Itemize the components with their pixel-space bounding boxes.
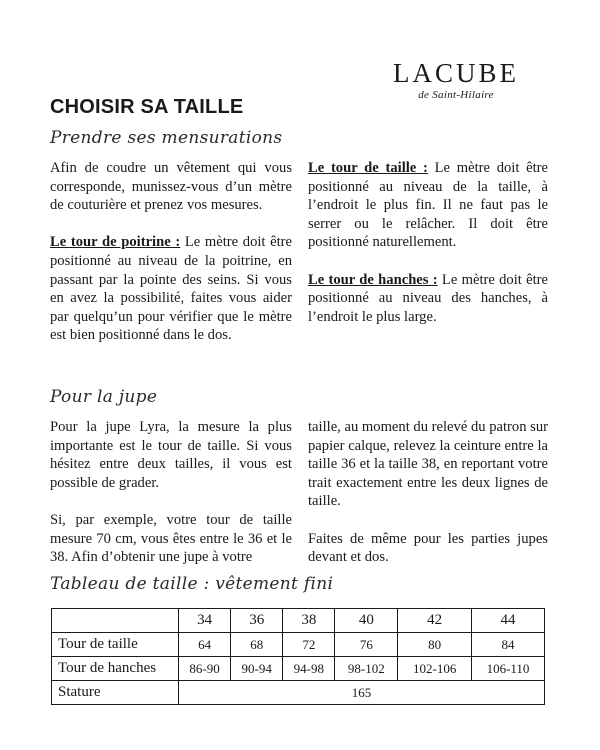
poitrine-label: Le tour de poitrine : [50,234,181,251]
table-cell: 64 [179,633,231,657]
size-header: 42 [398,609,472,633]
size-header: 34 [179,609,231,633]
brand-subtitle: de Saint-Hilaire [418,89,494,101]
size-header: 36 [231,609,283,633]
table-row [52,633,545,657]
table-cell: 68 [231,633,283,657]
jupe-paragraph-1: Pour la jupe Lyra, la mesure la plus importante est le tour de taille. Si vous hésitez entre deux tailles, il vous est possible de grader. [50,419,292,491]
poitrine-text: Le mètre doit être positionné au niveau de la poitrine, en passant par la pointe des seins. Si vous en avez la possibilité, faites vous aider par quelqu’un pour vérifier que le mètre est bien positionné dans le dos. [50,234,293,344]
size-header: 38 [283,609,335,633]
size-table [51,608,545,705]
brand-logo [381,58,531,101]
table-cell: 76 [335,633,398,657]
tableau-heading: Tableau de taille : vêtement fini [50,574,334,594]
table-cell: 90-94 [231,657,283,681]
jupe-paragraph-4: Faites de même pour les parties jupes devant et dos. [308,530,548,566]
table-cell: 106-110 [472,657,545,681]
mesures-heading: Prendre ses mensurations [50,128,283,148]
hanches-label: Le tour de hanches : [308,271,438,288]
size-header: 44 [472,609,545,633]
mesures-left-column [50,159,292,345]
poitrine-paragraph [50,233,292,345]
table-row [52,681,545,705]
table-row [52,657,545,681]
table-cell: 94-98 [283,657,335,681]
jupe-left-column [50,418,292,567]
taille-text: Le mètre doit être positionné au niveau de la taille, à l’endroit le plus fin. Il ne faut pas le serrer ou le relâcher. Il doit être positionné naturellement. [308,160,549,251]
mesures-intro: Afin de coudre un vêtement qui vous corresponde, munissez-vous d’un mètre de couturière et prenez vos mesures. [50,160,292,214]
hanches-text: Le mètre doit être positionné au niveau des hanches, à l’endroit le plus large. [308,271,548,325]
row-label-hanches: Tour de hanches [52,657,179,681]
size-header: 40 [335,609,398,633]
row-label-taille: Tour de taille [52,633,179,657]
mesures-right-column [308,159,548,326]
taille-paragraph [308,159,548,252]
table-cell: 102-106 [398,657,472,681]
jupe-paragraph-2: Si, par exemple, votre tour de taille mesure 70 cm, vous êtes entre le 36 et le 38. Afin d’obtenir une jupe à votre [50,511,292,566]
page-title: CHOISIR SA TAILLE [50,96,244,118]
stature-value: 165 [179,681,545,705]
size-header-row [52,609,545,633]
row-label-stature: Stature [52,681,179,705]
table-cell: 86-90 [179,657,231,681]
jupe-paragraph-3: taille, au moment du relevé du patron sur papier calque, relevez la ceinture entre la taille 36 et la taille 38, en reportant votre trait exactement entre les deux lignes de taille. [308,419,548,510]
taille-label: Le tour de taille : [308,160,428,176]
table-cell: 80 [398,633,472,657]
jupe-right-column [308,418,548,567]
table-cell: 72 [283,633,335,657]
table-corner [52,609,179,633]
brand-name: LACUBE [393,58,519,88]
table-cell: 98-102 [335,657,398,681]
jupe-heading: Pour la jupe [50,387,158,407]
hanches-paragraph [308,271,548,327]
table-cell: 84 [472,633,545,657]
